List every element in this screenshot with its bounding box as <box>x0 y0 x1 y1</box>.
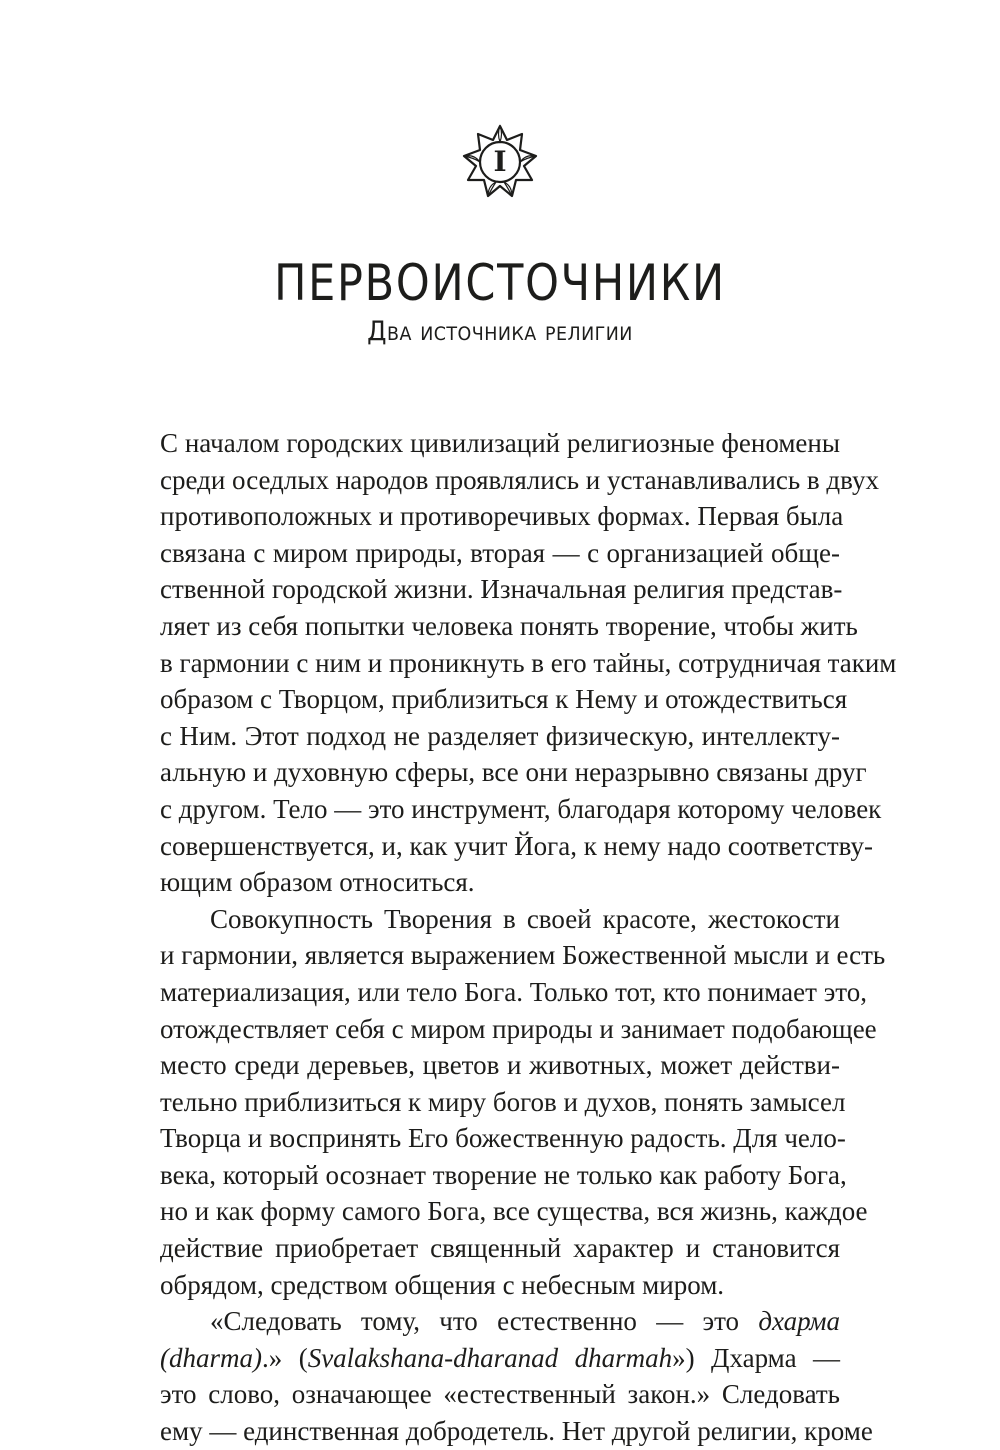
text-line: связана с миром природы, вторая — с организацией обще- <box>160 537 840 568</box>
text-line: противоположных и противоречивых формах. Первая была <box>160 501 844 532</box>
paragraph-1 <box>160 425 897 901</box>
text-line: с другом. Тело — это инструмент, благодаря которому человек <box>160 793 882 824</box>
chapter-subtitle: Два источника религии <box>367 316 633 347</box>
text-line: С началом городских цивилизаций религиозные феномены <box>160 428 840 458</box>
body-text <box>160 425 897 1450</box>
text-run: ») Дхарма — <box>672 1342 840 1373</box>
text-line: века, который осознает творение не только как работу Бога, <box>160 1159 847 1190</box>
chapter-title: ПЕРВОИСТОЧНИКИ <box>274 254 726 312</box>
text-line: Совокупность Творения в своей красоте, жестокости <box>210 903 840 934</box>
text-line: обрядом, средством общения с небесным миром. <box>160 1269 725 1300</box>
text-line: с Ним. Этот подход не разделяет физическую, интеллекту- <box>160 720 840 751</box>
text-line: Творца и воспринять Его божественную радость. Для чело- <box>160 1123 846 1154</box>
text-line: альную и духовную сферы, все они неразрывно связаны друг <box>160 757 867 788</box>
text-line: ляет из себя попытки человека понять творение, чтобы жить <box>160 610 858 641</box>
text-line: образом с Творцом, приблизиться к Нему и отождествиться <box>160 684 848 715</box>
chapter-number: I <box>493 145 507 178</box>
text-line <box>160 1303 840 1340</box>
text-line: в гармонии с ним и проникнуть в его тайны, сотрудничая таким <box>160 647 897 678</box>
text-line: ющим образом относиться. <box>160 867 475 898</box>
text-line <box>160 1340 840 1377</box>
text-line: тельно приблизиться к миру богов и духов, понять замысел <box>160 1086 846 1117</box>
text-line: но и как форму самого Бога, все существа, вся жизнь, каждое <box>160 1196 868 1227</box>
paragraph-2 <box>160 901 886 1304</box>
italic-term: дхарма <box>758 1306 840 1337</box>
text-line: место среди деревьев, цветов и животных, может действи- <box>160 1050 840 1081</box>
text-run: «Следовать тому, что естественно — это <box>210 1306 759 1337</box>
text-line: отождествляет себя с миром природы и занимает подобающее <box>160 1013 877 1044</box>
text-run: .» ( <box>262 1342 308 1373</box>
text-line: ственной городской жизни. Изначальная религия представ- <box>160 574 843 605</box>
text-line: действие приобретает священный характер и становится <box>160 1233 840 1264</box>
text-line: ему — единственная добродетель. Нет другой религии, кроме <box>160 1416 873 1447</box>
paragraph-3 <box>160 1303 873 1449</box>
text-line: материализация, или тело Бога. Только тот, кто понимает это, <box>160 976 867 1007</box>
italic-term: Svalakshana-dharanad dharmah <box>307 1342 673 1373</box>
text-line: среди оседлых народов проявлялись и устанавливались в двух <box>160 464 879 495</box>
text-line: и гармонии, является выражением Божественной мысли и есть <box>160 940 886 971</box>
text-line: это слово, означающее «естественный закон.» Следовать <box>160 1379 840 1410</box>
italic-term: (dharma) <box>160 1342 262 1373</box>
text-line: совершенствуется, и, как учит Йога, к нему надо соответству- <box>160 830 873 861</box>
